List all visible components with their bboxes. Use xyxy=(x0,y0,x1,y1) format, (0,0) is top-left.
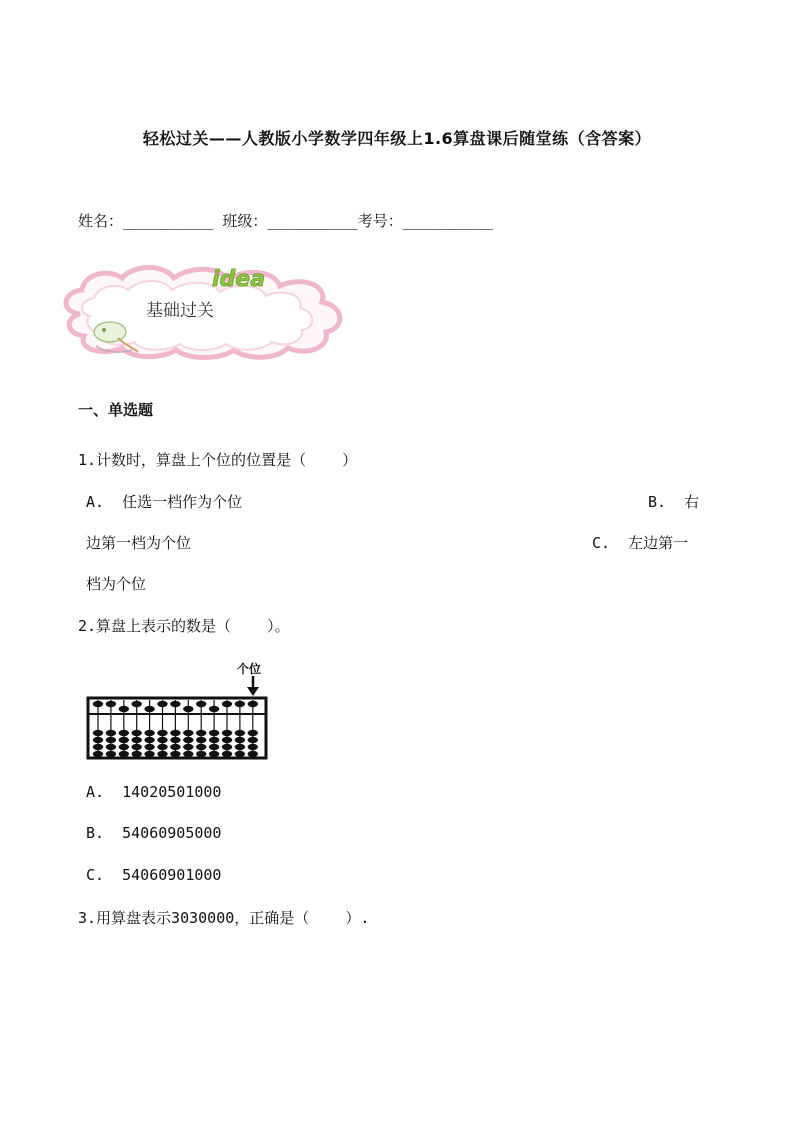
q1-option-b-end[interactable]: 边第一档为个位 xyxy=(86,534,192,552)
abacus-lower-bead xyxy=(170,744,180,750)
q1-option-a[interactable]: A. 任选一档作为个位 xyxy=(86,493,243,511)
abacus-upper-bead xyxy=(144,706,154,712)
abacus-upper-bead xyxy=(93,701,103,707)
abacus-lower-bead xyxy=(183,730,193,736)
abacus-lower-bead xyxy=(248,744,258,750)
q1-option-c-start[interactable]: C. 左边第一 xyxy=(592,534,689,552)
abacus-lower-bead xyxy=(235,751,245,757)
abacus-lower-bead xyxy=(209,737,219,743)
abacus-upper-bead xyxy=(106,701,116,707)
abacus-lower-bead xyxy=(144,737,154,743)
abacus-lower-bead xyxy=(183,737,193,743)
abacus-lower-bead xyxy=(235,730,245,736)
q1-option-c-end[interactable]: 档为个位 xyxy=(86,575,147,593)
abacus-lower-bead xyxy=(196,751,206,757)
abacus-upper-bead xyxy=(248,701,258,707)
abacus-lower-bead xyxy=(183,744,193,750)
student-info-line xyxy=(78,210,493,231)
abacus-lower-bead xyxy=(222,730,232,736)
abacus-lower-bead xyxy=(235,744,245,750)
id-label: 考号： xyxy=(357,212,403,230)
abacus-lower-bead xyxy=(93,730,103,736)
abacus-lower-bead xyxy=(157,744,167,750)
abacus-lower-bead xyxy=(132,751,142,757)
abacus-lower-bead xyxy=(235,737,245,743)
class-label: 班级： xyxy=(222,212,268,230)
question-3-text: 3.用算盘表示3030000，正确是（ ）. xyxy=(78,909,370,927)
abacus-upper-bead xyxy=(119,706,129,712)
abacus-lower-bead xyxy=(132,737,142,743)
abacus-lower-bead xyxy=(170,737,180,743)
abacus-upper-bead xyxy=(183,706,193,712)
q2-option-a[interactable]: A. 14020501000 xyxy=(86,783,222,801)
abacus-lower-bead xyxy=(209,744,219,750)
abacus-lower-bead xyxy=(93,737,103,743)
abacus-upper-bead xyxy=(157,701,167,707)
abacus-lower-bead xyxy=(157,737,167,743)
abacus-lower-bead xyxy=(106,737,116,743)
q1-option-b-start[interactable]: B. 右 xyxy=(648,493,700,511)
name-blank: __________ xyxy=(123,212,214,230)
question-1-text: 1.计数时，算盘上个位的位置是（ ） xyxy=(78,451,358,469)
abacus-drawing xyxy=(86,660,276,760)
abacus-lower-bead xyxy=(183,751,193,757)
abacus-lower-bead xyxy=(157,730,167,736)
abacus-lower-bead xyxy=(222,751,232,757)
abacus-lower-bead xyxy=(106,744,116,750)
abacus-figure xyxy=(86,660,276,760)
abacus-lower-bead xyxy=(132,744,142,750)
idea-icon xyxy=(212,267,265,292)
abacus-lower-bead xyxy=(248,730,258,736)
abacus-lower-bead xyxy=(222,744,232,750)
abacus-lower-bead xyxy=(119,751,129,757)
abacus-lower-bead xyxy=(196,737,206,743)
abacus-upper-bead xyxy=(170,701,180,707)
q2-option-b[interactable]: B. 54060905000 xyxy=(86,824,222,842)
abacus-upper-bead xyxy=(196,701,206,707)
abacus-lower-bead xyxy=(144,744,154,750)
abacus-upper-bead xyxy=(222,701,232,707)
abacus-lower-bead xyxy=(119,737,129,743)
abacus-lower-bead xyxy=(119,744,129,750)
abacus-lower-bead xyxy=(144,730,154,736)
abacus-lower-bead xyxy=(170,751,180,757)
abacus-lower-bead xyxy=(132,730,142,736)
class-blank: __________ xyxy=(267,212,358,230)
idea-text: idea xyxy=(212,267,266,292)
ones-place-label: 个位 xyxy=(237,662,262,676)
banner-label: 基础过关 xyxy=(146,301,214,321)
abacus-lower-bead xyxy=(196,730,206,736)
abacus-lower-bead xyxy=(106,730,116,736)
abacus-lower-bead xyxy=(93,751,103,757)
abacus-lower-bead xyxy=(248,737,258,743)
abacus-lower-bead xyxy=(209,730,219,736)
abacus-lower-bead xyxy=(248,751,258,757)
abacus-lower-bead xyxy=(222,737,232,743)
abacus-lower-bead xyxy=(106,751,116,757)
abacus-lower-bead xyxy=(157,751,167,757)
name-label: 姓名： xyxy=(78,212,124,230)
question-2-text: 2.算盘上表示的数是（ ）。 xyxy=(78,617,290,635)
abacus-upper-bead xyxy=(235,701,245,707)
id-blank: __________ xyxy=(402,212,494,230)
section-title: 一、单选题 xyxy=(78,401,154,419)
q2-option-c[interactable]: C. 54060901000 xyxy=(86,866,222,884)
abacus-lower-bead xyxy=(93,744,103,750)
page-title: 轻松过关——人教版小学数学四年级上1.6算盘课后随堂练（含答案） xyxy=(142,129,652,148)
abacus-upper-bead xyxy=(132,701,142,707)
abacus-lower-bead xyxy=(144,751,154,757)
abacus-lower-bead xyxy=(209,751,219,757)
abacus-upper-bead xyxy=(209,706,219,712)
abacus-lower-bead xyxy=(170,730,180,736)
arrow-down-icon xyxy=(247,676,259,696)
abacus-lower-bead xyxy=(119,730,129,736)
abacus-lower-bead xyxy=(196,744,206,750)
